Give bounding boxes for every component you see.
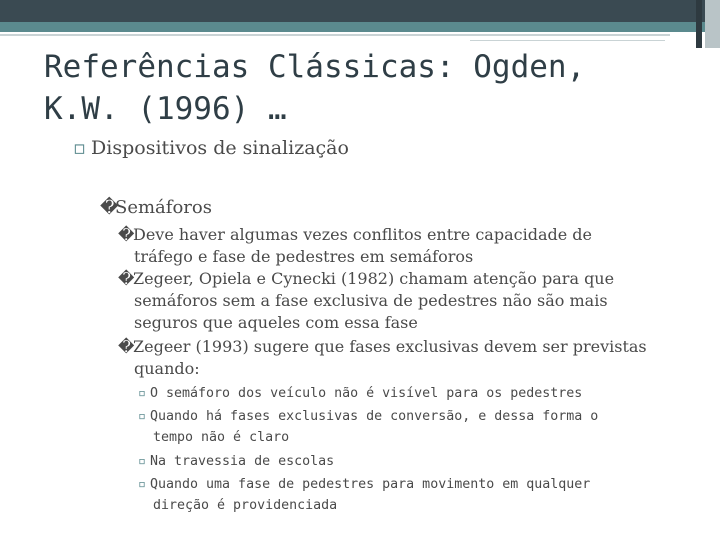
- bullet-text-line: O semáforo dos veículo não é visível para os pedestres: [150, 386, 583, 401]
- bullet-level3: [118, 268, 614, 290]
- decor-line-short: [470, 40, 665, 41]
- corner-strip-dark: [696, 0, 702, 48]
- square-bullet-icon: ▫: [138, 386, 147, 401]
- missing-glyph-icon: �: [118, 225, 135, 244]
- bullet-text: Dispositivos de sinalização: [91, 137, 349, 159]
- header-bar-dark: [0, 0, 720, 22]
- header-bar-teal: [0, 22, 720, 32]
- bullet-level4: [138, 475, 590, 495]
- bullet-text: Semáforos: [115, 197, 212, 218]
- bullet-text-line: Na travessia de escolas: [150, 454, 335, 469]
- decor-line: [0, 34, 670, 36]
- missing-glyph-icon: �: [118, 269, 135, 288]
- corner-strip-light: [705, 0, 720, 48]
- bullet-text-continuation: seguros que aqueles com essa fase: [134, 313, 418, 332]
- bullet-text-line: Zegeer, Opiela e Cynecki (1982) chamam atenção para que: [133, 269, 615, 288]
- bullet-level3: [118, 336, 647, 358]
- bullet-text-continuation: tráfego e fase de pedestres em semáforos: [134, 247, 474, 266]
- bullet-text-continuation: tempo não é claro: [153, 430, 290, 445]
- bullet-level4: [138, 407, 598, 427]
- slide-title: Referências Clássicas: Ogden, K.W. (1996) …: [44, 49, 586, 127]
- bullet-text-line: Quando há fases exclusivas de conversão, e dessa forma o: [150, 409, 599, 424]
- bullet-level2: [100, 197, 212, 218]
- bullet-text-line: Quando uma fase de pedestres para movimento em qualquer: [150, 477, 591, 492]
- bullet-text-line: Deve haver algumas vezes conflitos entre capacidade de: [133, 225, 592, 244]
- bullet-level3: [118, 224, 592, 246]
- bullet-level4: [138, 384, 582, 404]
- missing-glyph-icon: �: [118, 337, 135, 356]
- missing-glyph-icon: �: [100, 197, 119, 218]
- square-bullet-icon: ▫: [73, 137, 86, 159]
- square-bullet-icon: ▫: [138, 409, 147, 424]
- bullet-level4: [138, 452, 334, 472]
- bullet-text-continuation: semáforos sem a fase exclusiva de pedestres não são mais: [134, 291, 608, 310]
- bullet-level1: [73, 137, 349, 159]
- bullet-text-continuation: direção é providenciada: [153, 498, 338, 513]
- bullet-text-line: Zegeer (1993) sugere que fases exclusivas devem ser previstas: [133, 337, 647, 356]
- square-bullet-icon: ▫: [138, 454, 147, 469]
- square-bullet-icon: ▫: [138, 477, 147, 492]
- bullet-text-continuation: quando:: [134, 359, 200, 378]
